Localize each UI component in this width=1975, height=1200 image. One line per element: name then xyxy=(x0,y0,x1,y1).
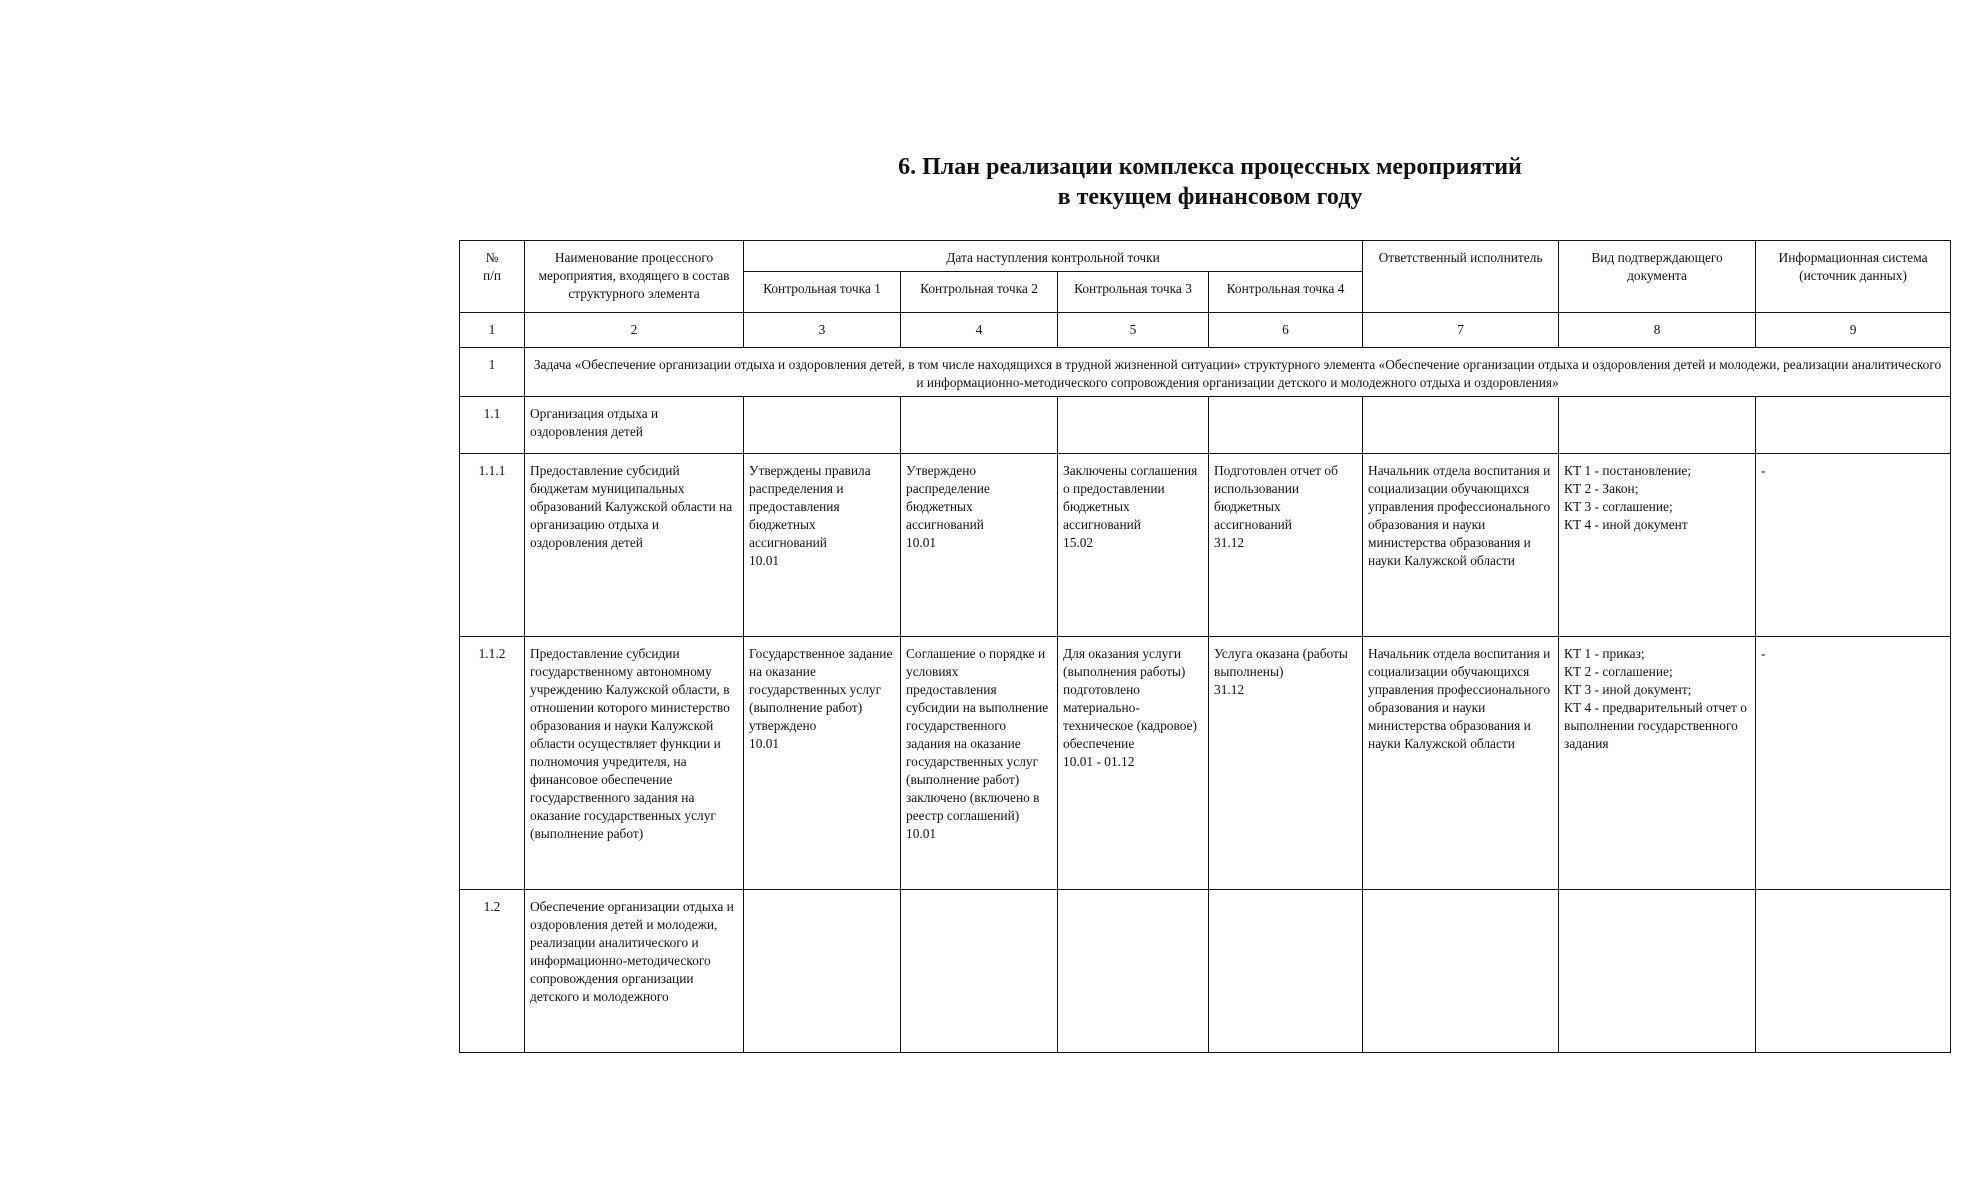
row-kt2: Утверждено распределение бюджетных ассигнований 10.01 xyxy=(901,454,1058,637)
task-row xyxy=(460,348,1951,397)
row-responsible xyxy=(1363,890,1559,1053)
row-num: 1.1.1 xyxy=(460,454,525,637)
column-number: 1 xyxy=(460,313,525,348)
row-kt2 xyxy=(901,397,1058,454)
column-number: 3 xyxy=(744,313,901,348)
row-kt4: Подготовлен отчет об использовании бюджетных ассигнований 31.12 xyxy=(1209,454,1363,637)
header-kt3: Контрольная точка 3 xyxy=(1058,272,1209,313)
row-kt3 xyxy=(1058,890,1209,1053)
row-num: 1.1.2 xyxy=(460,637,525,890)
row-kt4 xyxy=(1209,890,1363,1053)
column-number: 2 xyxy=(525,313,744,348)
row-doc-type: КТ 1 - приказ; КТ 2 - соглашение; КТ 3 - иной документ; КТ 4 - предварительный отчет о выполнении государственного задания xyxy=(1559,637,1756,890)
header-info-system: Информационная система (источник данных) xyxy=(1756,241,1951,313)
header-responsible: Ответственный исполнитель xyxy=(1363,241,1559,313)
row-name: Организация отдыха и оздоровления детей xyxy=(525,397,744,454)
row-kt2: Соглашение о порядке и условиях предоставления субсидии на выполнение государственного задания на оказание государственных услуг (выполнение работ) заключено (включено в реестр соглашений) 10.01 xyxy=(901,637,1058,890)
row-doc-type: КТ 1 - постановление; КТ 2 - Закон; КТ 3 - соглашение; КТ 4 - иной документ xyxy=(1559,454,1756,637)
row-doc-type xyxy=(1559,890,1756,1053)
column-number: 8 xyxy=(1559,313,1756,348)
row-doc-type xyxy=(1559,397,1756,454)
header-kt1: Контрольная точка 1 xyxy=(744,272,901,313)
row-info-system: - xyxy=(1756,637,1951,890)
row-responsible: Начальник отдела воспитания и социализации обучающихся управления профессионального образования и науки министерства образования и науки Калужской области xyxy=(1363,454,1559,637)
table-row xyxy=(460,637,1951,890)
header-date-group: Дата наступления контрольной точки xyxy=(744,241,1363,272)
plan-table xyxy=(459,240,1951,1053)
row-kt2 xyxy=(901,890,1058,1053)
row-num: 1.1 xyxy=(460,397,525,454)
row-kt4: Услуга оказана (работы выполнены) 31.12 xyxy=(1209,637,1363,890)
row-kt3: Заключены соглашения о предоставлении бюджетных ассигнований 15.02 xyxy=(1058,454,1209,637)
row-name: Обеспечение организации отдыха и оздоровления детей и молодежи, реализации аналитического и информационно-методического сопровождения организации детского и молодежного xyxy=(525,890,744,1053)
table-row xyxy=(460,454,1951,637)
header-name: Наименование процессного мероприятия, входящего в состав структурного элемента xyxy=(525,241,744,313)
page-title xyxy=(460,152,1960,212)
column-number: 9 xyxy=(1756,313,1951,348)
row-name: Предоставление субсидии государственному автономному учреждению Калужской области, в отношении которого министерство образования и науки Калужской области осуществляет функции и полномочия учредителя, на финансовое обеспечение государственного задания на оказание государственных услуг (выполнение работ) xyxy=(525,637,744,890)
column-numbers-row xyxy=(460,313,1951,348)
task-text: Задача «Обеспечение организации отдыха и оздоровления детей, в том числе находящихся в трудной жизненной ситуации» структурного элемента «Обеспечение организации отдыха и оздоровления детей и молодежи, реализации аналитического и информационно-методического сопровождения организации детского и молодежного отдыха и оздоровления» xyxy=(525,348,1951,397)
column-number: 5 xyxy=(1058,313,1209,348)
header-num: № п/п xyxy=(460,241,525,313)
row-responsible: Начальник отдела воспитания и социализации обучающихся управления профессионального образования и науки министерства образования и науки Калужской области xyxy=(1363,637,1559,890)
row-kt1 xyxy=(744,397,901,454)
title-line-1: 6. План реализации комплекса процессных мероприятий xyxy=(898,154,1522,180)
row-info-system: - xyxy=(1756,454,1951,637)
task-num: 1 xyxy=(460,348,525,397)
table-row xyxy=(460,890,1951,1053)
row-kt3 xyxy=(1058,397,1209,454)
header-kt2: Контрольная точка 2 xyxy=(901,272,1058,313)
row-info-system xyxy=(1756,890,1951,1053)
column-number: 4 xyxy=(901,313,1058,348)
row-kt4 xyxy=(1209,397,1363,454)
row-num: 1.2 xyxy=(460,890,525,1053)
row-kt3: Для оказания услуги (выполнения работы) подготовлено материально-техническое (кадровое) обеспечение 10.01 - 01.12 xyxy=(1058,637,1209,890)
column-number: 6 xyxy=(1209,313,1363,348)
row-name: Предоставление субсидий бюджетам муниципальных образований Калужской области на организацию отдыха и оздоровления детей xyxy=(525,454,744,637)
title-line-2: в текущем финансовом году xyxy=(1057,184,1363,210)
row-info-system xyxy=(1756,397,1951,454)
row-kt1: Государственное задание на оказание государственных услуг (выполнение работ) утверждено 10.01 xyxy=(744,637,901,890)
header-doc-type: Вид подтверждающего документа xyxy=(1559,241,1756,313)
row-kt1: Утверждены правила распределения и предоставления бюджетных ассигнований 10.01 xyxy=(744,454,901,637)
column-number: 7 xyxy=(1363,313,1559,348)
header-row xyxy=(460,241,1951,272)
row-responsible xyxy=(1363,397,1559,454)
row-kt1 xyxy=(744,890,901,1053)
table-row xyxy=(460,397,1951,454)
header-kt4: Контрольная точка 4 xyxy=(1209,272,1363,313)
